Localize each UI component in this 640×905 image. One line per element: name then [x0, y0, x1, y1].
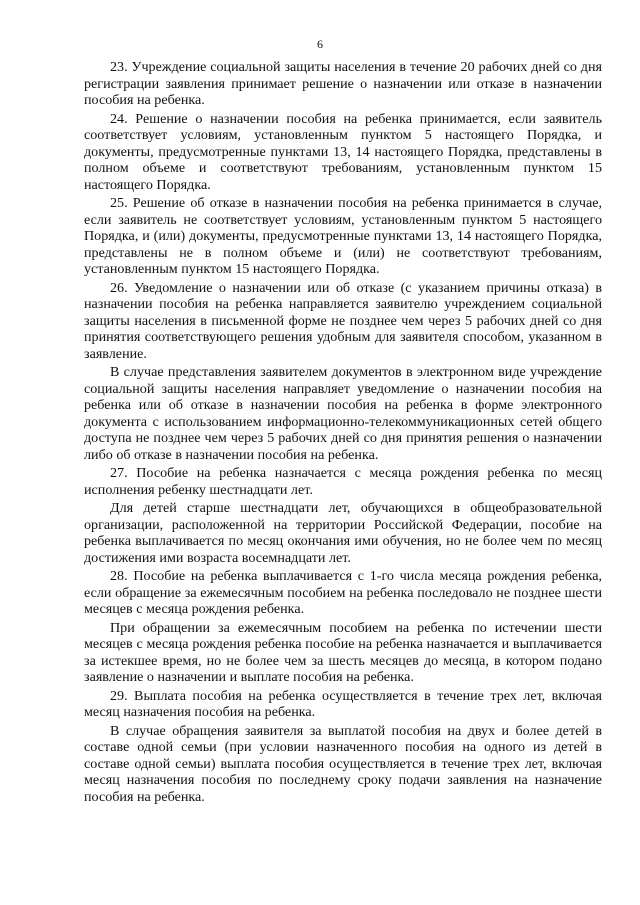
paragraph-27: 27. Пособие на ребенка назначается с месяца рождения ребенка по месяц исполнения ребенку шестнадцати лет. — [84, 465, 602, 498]
paragraph-29-multiple-children: В случае обращения заявителя за выплатой пособия на двух и более детей в составе одной семьи (при условии назначенного пособия на одного из детей в составе одной семьи) выплата пособия осуществляется в течение трех лет, включая месяц назначения пособия по последнему сроку подачи заявления на назначение пособия на ребенка. — [84, 722, 602, 805]
page-number: 6 — [317, 37, 323, 51]
paragraph-26-electronic: В случае представления заявителем документов в электронном виде учреждение социальной защиты населения направляет уведомление о назначении пособия на ребенка или об отказе в назначении пособия на ребенка в форме электронного документа с использованием информационно-телекоммуникационных сетей общего доступа не позднее чем через 5 рабочих дней со дня принятия решения о назначении либо об отказе в назначении пособия на ребенка. — [84, 364, 602, 463]
paragraph-27-older-children: Для детей старше шестнадцати лет, обучающихся в общеобразовательной организации, расположенной на территории Российской Федерации, пособие на ребенка выплачивается по месяц окончания ими обучения, но не более чем по месяц достижения ими возраста восемнадцати лет. — [84, 500, 602, 566]
paragraph-24: 24. Решение о назначении пособия на ребенка принимается, если заявитель соответствует условиям, установленным пунктом 5 настоящего Порядка, и документы, предусмотренные пунктами 13, 14 настоящего Порядка, представлены в полном объеме и соответствуют требованиям, установленным пунктом 15 настоящего Порядка. — [84, 110, 602, 193]
paragraph-29: 29. Выплата пособия на ребенка осуществляется в течение трех лет, включая месяц назначения пособия на ребенка. — [84, 687, 602, 720]
paragraph-26: 26. Уведомление о назначении или об отказе (с указанием причины отказа) в назначении пособия на ребенка направляется заявителю учреждением социальной защиты населения в письменной форме не позднее чем через 5 рабочих дней со дня принятия соответствующего решения удобным для заявителя способом, указанном в заявление. — [84, 279, 602, 362]
paragraph-23: 23. Учреждение социальной защиты населения в течение 20 рабочих дней со дня регистрации заявления принимает решение о назначении или отказе в назначении пособия на ребенка. — [84, 59, 602, 108]
paragraph-28-late-application: При обращении за ежемесячным пособием на ребенка по истечении шести месяцев с месяца рождения ребенка пособие на ребенка назначается и выплачивается за истекшее время, но не более чем за шесть месяцев до месяца, в котором подано заявление о назначении и выплате пособия на ребенка. — [84, 619, 602, 685]
paragraph-25: 25. Решение об отказе в назначении пособия на ребенка принимается в случае, если заявитель не соответствует условиям, установленным пунктом 5 настоящего Порядка, и (или) документы, предусмотренные пунктами 13, 14 настоящего Порядка, представлены не в полном объеме и (или) не соответствуют требованиям, установленным пунктом 15 настоящего Порядка. — [84, 195, 602, 277]
paragraph-28: 28. Пособие на ребенка выплачивается с 1-го числа месяца рождения ребенка, если обращение за ежемесячным пособием на ребенка последовало не позднее шести месяцев с месяца рождения ребенка. — [84, 568, 602, 617]
document-body — [84, 59, 602, 807]
